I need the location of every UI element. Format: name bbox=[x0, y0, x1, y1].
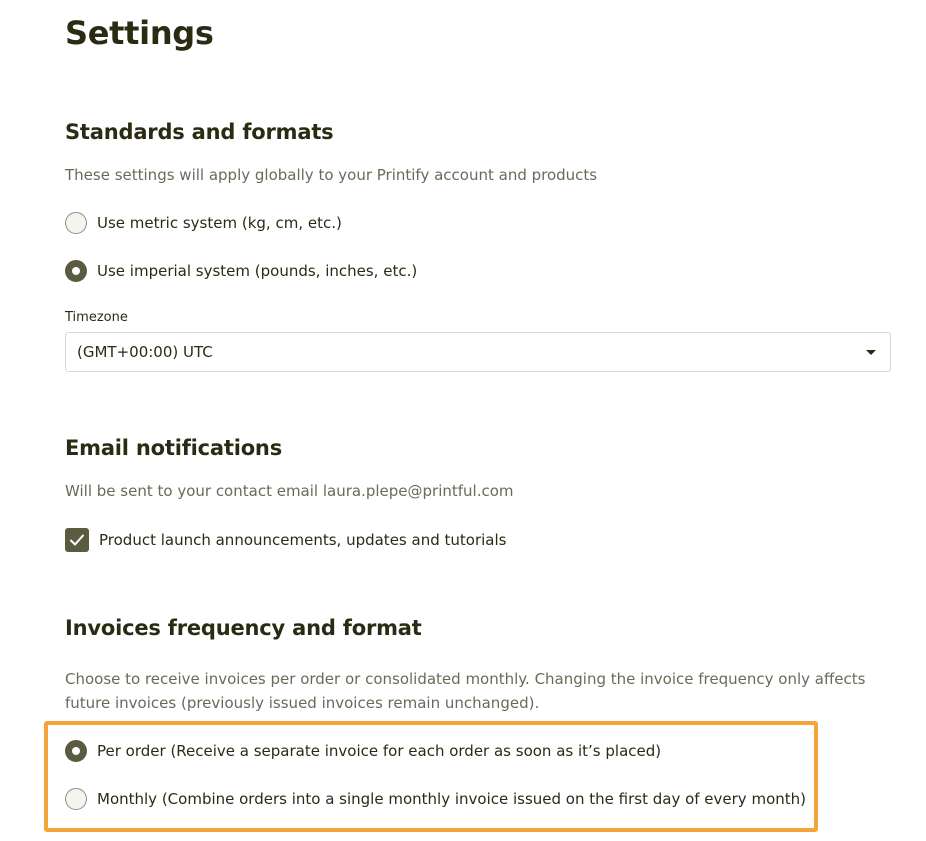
invoices-description-line-2: future invoices (previously issued invoices remain unchanged). bbox=[65, 694, 540, 712]
standards-description: These settings will apply globally to your Printify account and products bbox=[65, 166, 598, 184]
invoices-section-title: Invoices frequency and format bbox=[65, 616, 422, 640]
metric-system-radio[interactable] bbox=[65, 212, 87, 234]
standards-section-title: Standards and formats bbox=[65, 120, 334, 144]
timezone-label: Timezone bbox=[65, 310, 128, 325]
timezone-select[interactable] bbox=[65, 332, 891, 372]
invoices-description-line-1: Choose to receive invoices per order or consolidated monthly. Changing the invoice frequency only affects bbox=[65, 670, 866, 688]
email-description: Will be sent to your contact email laura.plepe@printful.com bbox=[65, 482, 514, 500]
monthly-label: Monthly (Combine orders into a single monthly invoice issued on the first day of every month) bbox=[97, 790, 806, 808]
invoice-options-highlight bbox=[44, 721, 818, 832]
imperial-system-radio-option[interactable] bbox=[65, 258, 417, 284]
product-launch-checkbox[interactable] bbox=[65, 528, 89, 552]
checkmark-icon bbox=[68, 531, 86, 549]
chevron-down-icon bbox=[866, 350, 876, 355]
product-launch-label: Product launch announcements, updates and tutorials bbox=[99, 531, 507, 549]
page-title: Settings bbox=[65, 14, 214, 52]
per-order-label: Per order (Receive a separate invoice for each order as soon as it’s placed) bbox=[97, 742, 662, 760]
imperial-system-label: Use imperial system (pounds, inches, etc.) bbox=[97, 262, 418, 280]
email-section-title: Email notifications bbox=[65, 436, 282, 460]
imperial-system-radio[interactable] bbox=[65, 260, 87, 282]
metric-system-radio-option[interactable] bbox=[65, 210, 342, 236]
product-launch-checkbox-option[interactable] bbox=[65, 527, 506, 553]
metric-system-label: Use metric system (kg, cm, etc.) bbox=[97, 214, 342, 232]
timezone-value: (GMT+00:00) UTC bbox=[77, 343, 213, 361]
